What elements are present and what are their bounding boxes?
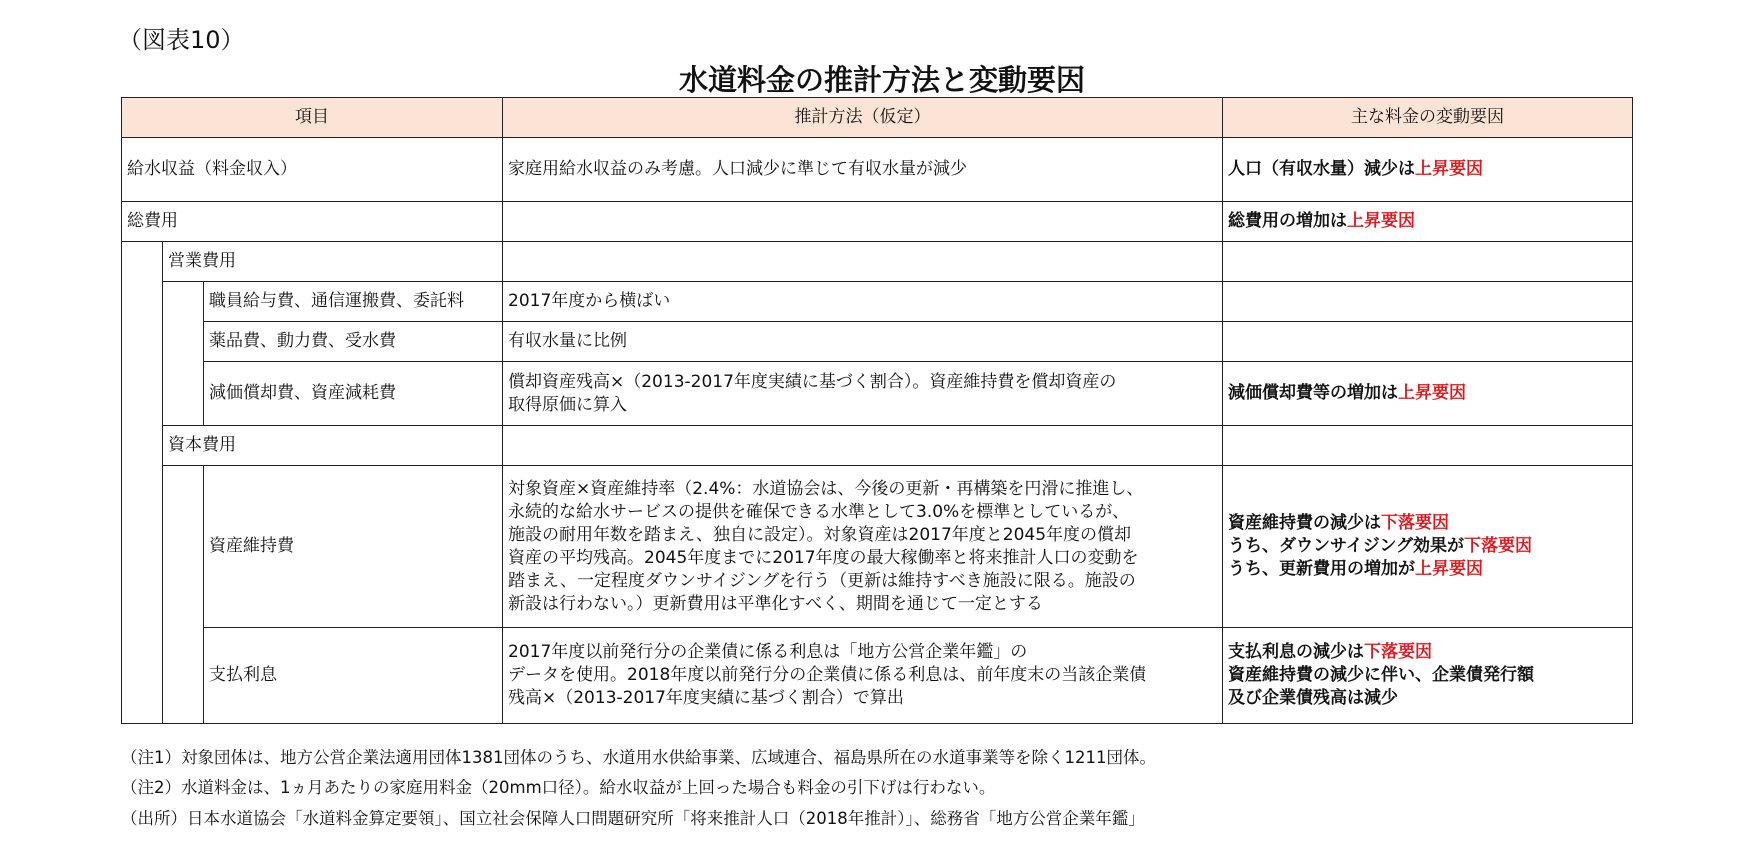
method-line: 残高×（2013-2017年度実績に基づく割合）で算出 [508, 688, 904, 708]
table-row [122, 466, 1633, 628]
factor-cell [1223, 202, 1633, 242]
factor-highlight: 上昇要因 [1398, 383, 1466, 403]
header-method: 推計方法（仮定） [503, 98, 1223, 138]
table-row [122, 426, 1633, 466]
method-line: 踏まえ、一定程度ダウンサイジングを行う（更新は維持すべき施設に限る。施設の [508, 570, 1136, 591]
factor-cell [1223, 628, 1633, 724]
table-row [122, 282, 1633, 322]
method-line: 2017年度以前発行分の企業債に係る利息は「地方公営企業年鑑」の [508, 642, 1028, 662]
factor-line: 減価償却費等の増加は上昇要因 [1228, 383, 1466, 403]
item-cell: 給水収益（料金収入） [122, 138, 503, 202]
factor-highlight: 下落要因 [1364, 642, 1432, 662]
factor-highlight: 上昇要因 [1415, 159, 1483, 179]
indent-cell [163, 282, 204, 426]
factor-line: うち、更新費用の増加が上昇要因 [1228, 559, 1483, 579]
method-line: データを使用。2018年度以前発行分の企業債に係る利息は、前年度末の当該企業債 [508, 665, 1147, 685]
figure-label: （図表10） [118, 26, 245, 54]
factor-cell [1223, 242, 1633, 282]
method-cell [503, 466, 1223, 628]
item-cell: 薬品費、動力費、受水費 [204, 322, 503, 362]
method-line: 家庭用給水収益のみ考慮。人口減少に準じて有収水量が減少 [508, 159, 967, 179]
method-cell [503, 426, 1223, 466]
factor-line: うち、ダウンサイジング効果が下落要因 [1228, 536, 1533, 556]
method-line: 資産の平均残高。2045年度までに2017年度の最大稼働率と将来推計人口の変動を [508, 547, 1139, 568]
indent-cell [163, 466, 204, 724]
factor-line: 総費用の増加は上昇要因 [1228, 211, 1415, 231]
factor-highlight: 下落要因 [1464, 536, 1533, 556]
item-cell: 総費用 [122, 202, 503, 242]
factor-highlight: 上昇要因 [1347, 211, 1415, 231]
method-line: 取得原価に算入 [508, 394, 627, 415]
factor-cell [1223, 322, 1633, 362]
item-cell: 職員給与費、通信運搬費、委託料 [204, 282, 503, 322]
method-cell [503, 202, 1223, 242]
item-cell: 資本費用 [163, 426, 503, 466]
table-row [122, 322, 1633, 362]
factor-highlight: 下落要因 [1381, 513, 1449, 533]
method-line: 対象資産×資産維持率（2.4%：水道協会は、今後の更新・再構築を円滑に推進し、 [508, 478, 1144, 499]
method-cell [503, 362, 1223, 426]
table-row [122, 242, 1633, 282]
indent-cell [122, 242, 163, 724]
method-line: 有収水量に比例 [508, 331, 627, 351]
factor-line: 及び企業債残高は減少 [1228, 688, 1398, 708]
factor-cell [1223, 426, 1633, 466]
source-note: （出所）日本水道協会「水道料金算定要領」、国立社会保障人口問題研究所「将来推計人口（2018年推計）」、総務省「地方公営企業年鑑」 [121, 809, 1145, 828]
method-line: 永続的な給水サービスの提供を確保できる水準として3.0%を標準としているが、 [508, 501, 1130, 522]
method-cell [503, 138, 1223, 202]
table-row [122, 628, 1633, 724]
method-cell [503, 282, 1223, 322]
item-cell: 資産維持費 [204, 466, 503, 628]
factor-cell [1223, 138, 1633, 202]
factor-cell [1223, 362, 1633, 426]
table-row [122, 138, 1633, 202]
note-1: （注1）対象団体は、地方公営企業法適用団体1381団体のうち、水道用水供給事業、広域連合、福島県所在の水道事業等を除く1211団体。 [121, 748, 1156, 767]
factor-line: 人口（有収水量）減少は上昇要因 [1228, 159, 1483, 179]
factor-line: 資産維持費の減少に伴い、企業債発行額 [1228, 665, 1534, 685]
item-cell: 減価償却費、資産減耗費 [204, 362, 503, 426]
method-line: 2017年度から横ばい [508, 291, 671, 311]
factor-cell [1223, 282, 1633, 322]
method-line: 償却資産残高×（2013-2017年度実績に基づく割合）。資産維持費を償却資産の [508, 371, 1117, 392]
table-row [122, 362, 1633, 426]
factor-line: 資産維持費の減少は下落要因 [1228, 513, 1449, 533]
item-cell: 営業費用 [163, 242, 503, 282]
table-header-row [122, 98, 1633, 138]
item-cell: 支払利息 [204, 628, 503, 724]
table-row [122, 202, 1633, 242]
factor-line: 支払利息の減少は下落要因 [1228, 642, 1432, 662]
header-factor: 主な料金の変動要因 [1223, 98, 1633, 138]
method-line: 新設は行わない。）更新費用は平準化すべく、期間を通じて一定とする [508, 593, 1043, 614]
factor-cell [1223, 466, 1633, 628]
factor-highlight: 上昇要因 [1415, 559, 1483, 579]
estimation-table [121, 97, 1633, 724]
method-line: 施設の耐用年数を踏まえ、独自に設定）。対象資産は2017年度と2045年度の償却 [508, 524, 1132, 545]
method-cell [503, 628, 1223, 724]
method-cell [503, 322, 1223, 362]
header-item: 項目 [122, 98, 503, 138]
method-cell [503, 242, 1223, 282]
note-2: （注2）水道料金は、1ヵ月あたりの家庭用料金（20mm口径）。給水収益が上回った場合も料金の引下げは行わない。 [121, 778, 996, 797]
page-title: 水道料金の推計方法と変動要因 [678, 63, 1085, 97]
